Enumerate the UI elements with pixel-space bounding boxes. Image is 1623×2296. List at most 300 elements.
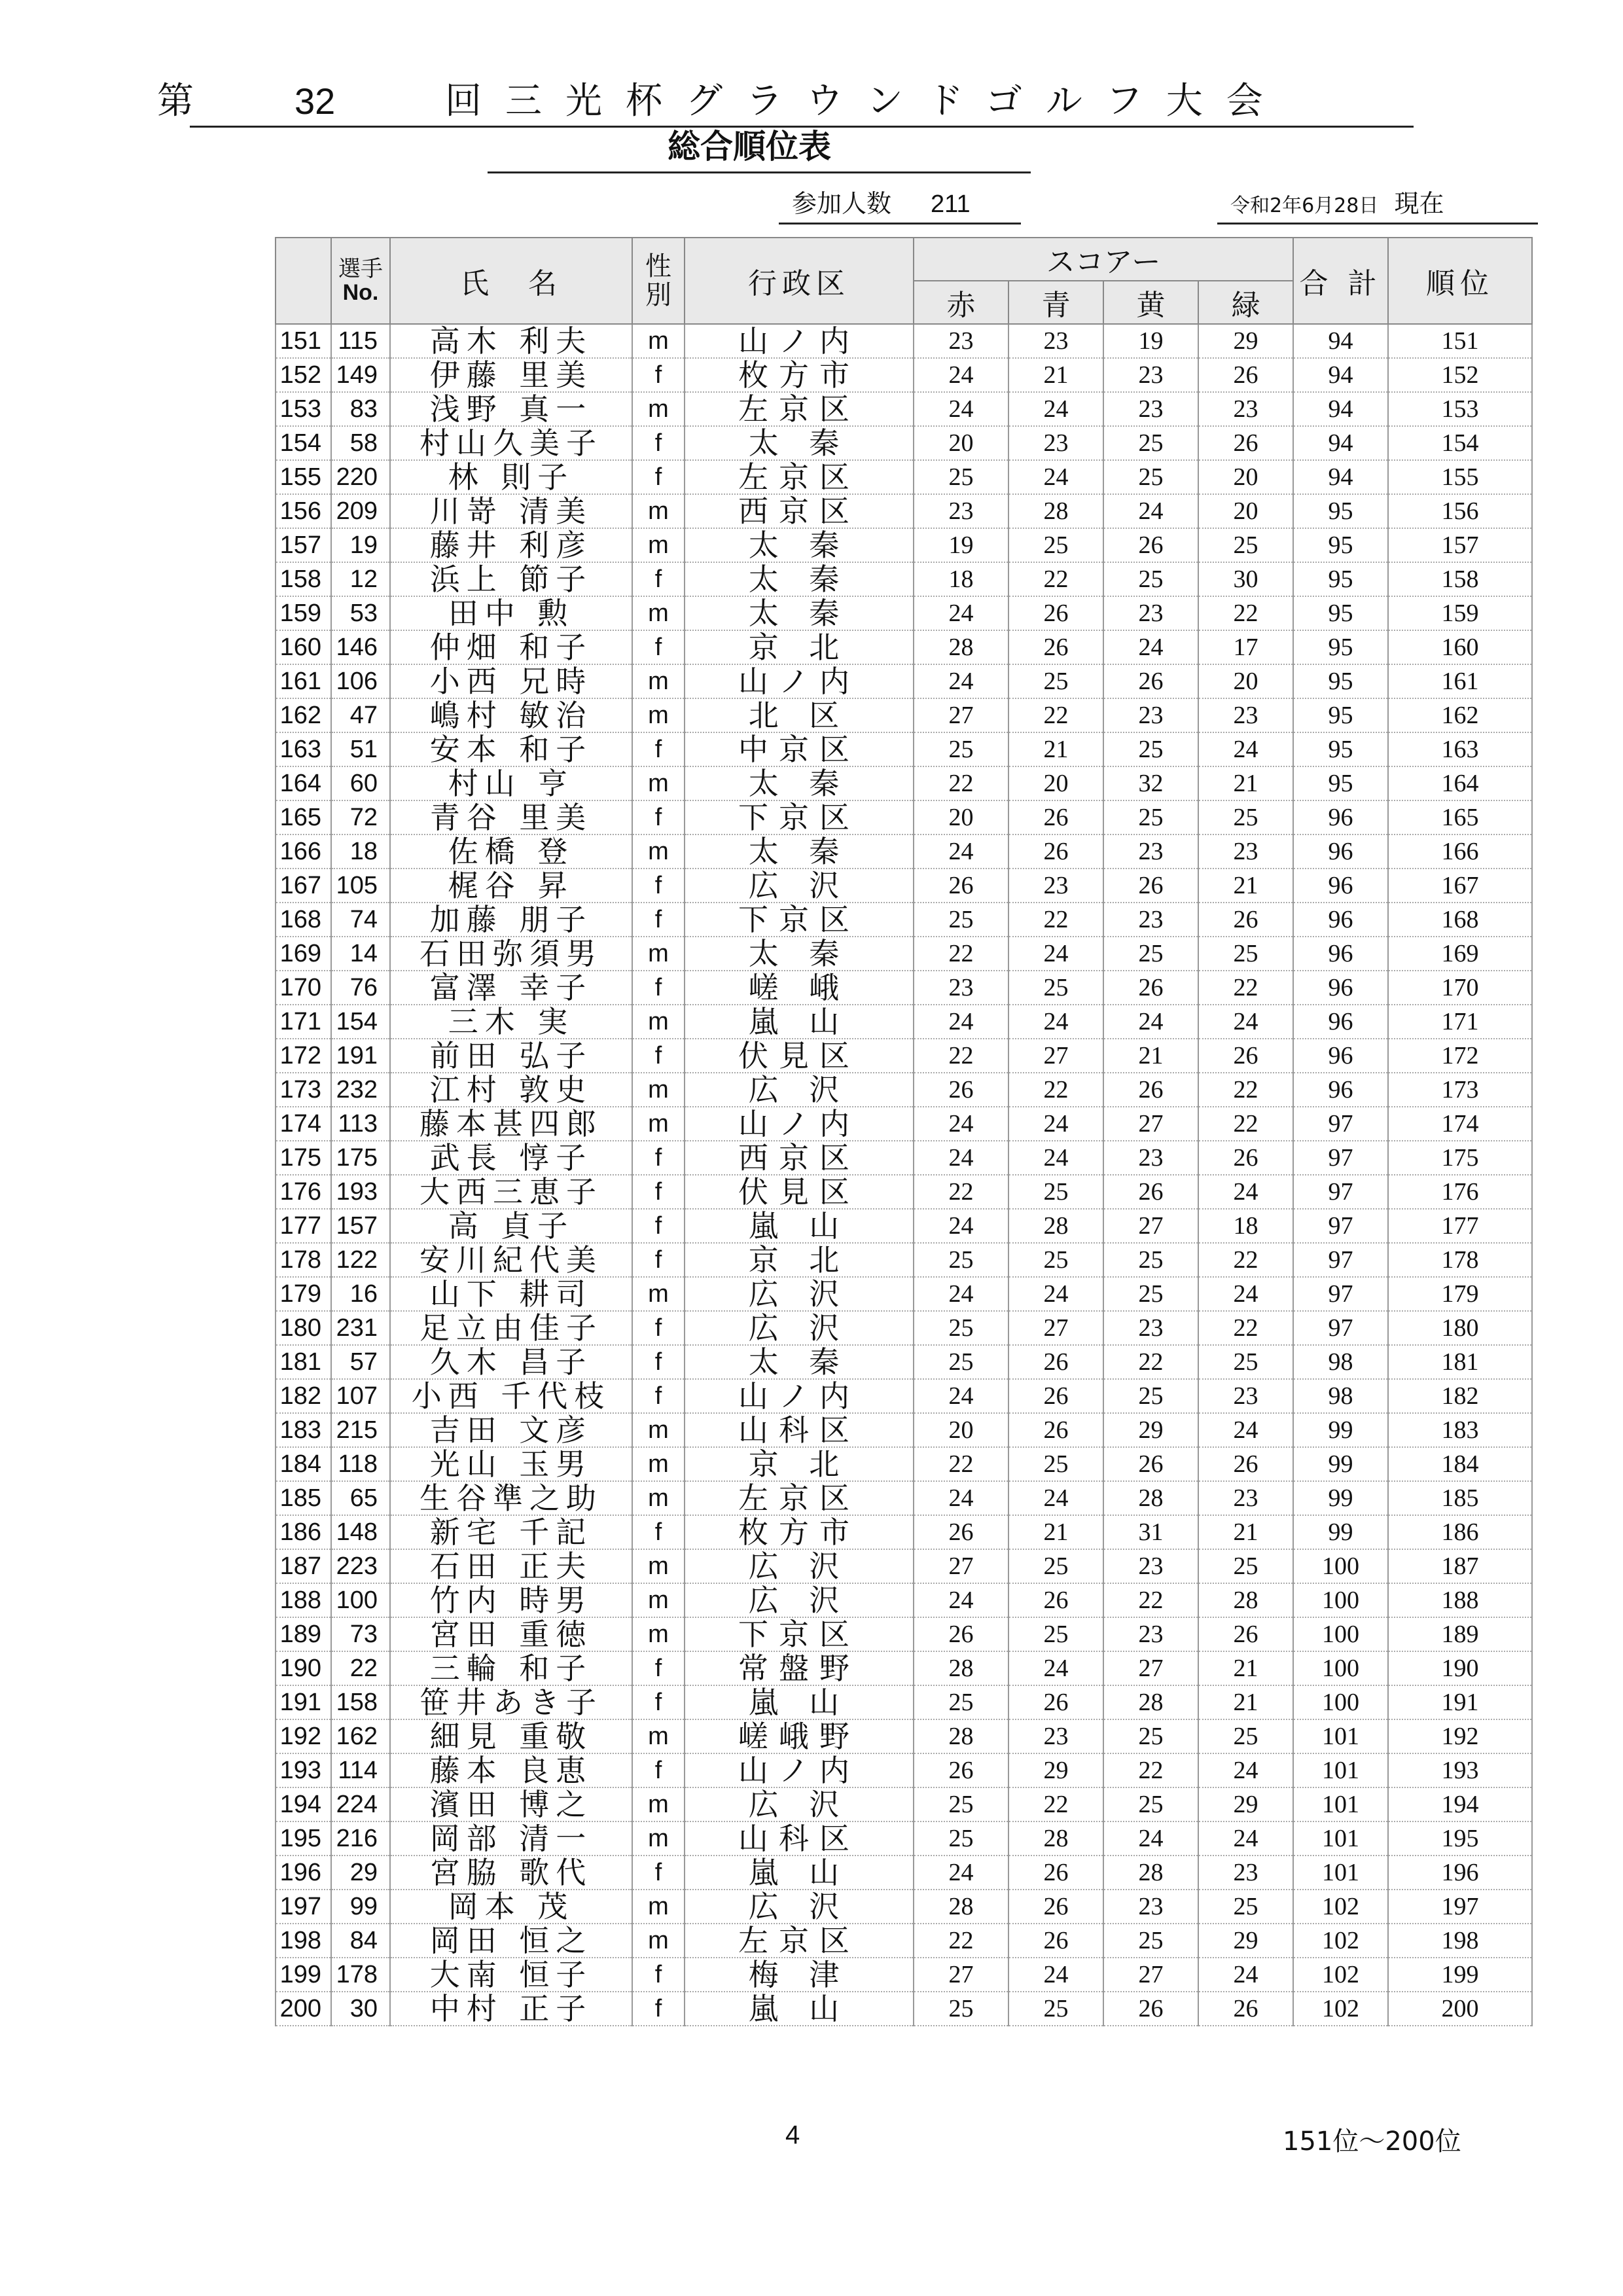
score-green-cell: 23 xyxy=(1198,1856,1293,1890)
total-cell: 97 xyxy=(1293,1243,1388,1277)
total-cell: 101 xyxy=(1293,1719,1388,1753)
score-red-cell: 25 xyxy=(914,1243,1008,1277)
player-name-cell: 加藤 朋子 xyxy=(390,903,632,937)
row-number-cell: 159 xyxy=(276,596,331,630)
score-yellow-cell: 23 xyxy=(1103,698,1198,732)
table-row xyxy=(276,1447,1532,1481)
rank-header: 順位 xyxy=(1388,238,1532,324)
score-blue-cell: 26 xyxy=(1008,1583,1103,1617)
score-red-cell: 24 xyxy=(914,1005,1008,1039)
total-cell: 102 xyxy=(1293,1890,1388,1924)
score-blue-cell: 24 xyxy=(1008,1958,1103,1992)
sex-cell: f xyxy=(632,732,685,766)
score-yellow-cell: 27 xyxy=(1103,1107,1198,1141)
as-of-label: 現在 xyxy=(1394,189,1444,218)
player-no-cell: 60 xyxy=(331,766,390,800)
score-blue-cell: 25 xyxy=(1008,1549,1103,1583)
score-red-cell: 24 xyxy=(914,1379,1008,1413)
total-cell: 94 xyxy=(1293,324,1388,358)
sex-cell: f xyxy=(632,1311,685,1345)
score-green-cell: 26 xyxy=(1198,903,1293,937)
score-yellow-cell: 26 xyxy=(1103,1073,1198,1107)
row-number-cell: 196 xyxy=(276,1856,331,1890)
row-number-cell: 182 xyxy=(276,1379,331,1413)
score-blue-cell: 24 xyxy=(1008,460,1103,494)
sex-cell: m xyxy=(632,324,685,358)
rank-cell: 184 xyxy=(1388,1447,1532,1481)
area-cell: 左京区 xyxy=(685,460,914,494)
total-cell: 95 xyxy=(1293,766,1388,800)
row-number-cell: 153 xyxy=(276,392,331,426)
area-cell: 太 秦 xyxy=(685,426,914,460)
table-row xyxy=(276,358,1532,392)
rank-cell: 186 xyxy=(1388,1515,1532,1549)
rank-cell: 167 xyxy=(1388,869,1532,903)
rank-cell: 187 xyxy=(1388,1549,1532,1583)
table-row xyxy=(276,562,1532,596)
rank-cell: 172 xyxy=(1388,1039,1532,1073)
score-green-cell: 21 xyxy=(1198,766,1293,800)
rank-cell: 165 xyxy=(1388,800,1532,834)
score-blue-cell: 26 xyxy=(1008,1890,1103,1924)
score-green-cell: 29 xyxy=(1198,1787,1293,1821)
table-row xyxy=(276,1005,1532,1039)
score-blue-cell: 25 xyxy=(1008,664,1103,698)
total-cell: 102 xyxy=(1293,1992,1388,2026)
page-subtitle: 総合順位表 xyxy=(668,128,831,166)
rank-cell: 162 xyxy=(1388,698,1532,732)
score-green-cell: 25 xyxy=(1198,937,1293,971)
area-cell: 下京区 xyxy=(685,1617,914,1651)
score-blue-cell: 26 xyxy=(1008,1413,1103,1447)
area-cell: 常盤野 xyxy=(685,1651,914,1685)
player-no-cell: 74 xyxy=(331,903,390,937)
score-green-cell: 29 xyxy=(1198,324,1293,358)
total-cell: 95 xyxy=(1293,630,1388,664)
total-cell: 95 xyxy=(1293,596,1388,630)
score-red-cell: 24 xyxy=(914,1481,1008,1515)
table-row xyxy=(276,324,1532,358)
area-cell: 嵐 山 xyxy=(685,1005,914,1039)
score-green-cell: 26 xyxy=(1198,1992,1293,2026)
player-name-cell: 三輪 和子 xyxy=(390,1651,632,1685)
area-cell: 広 沢 xyxy=(685,869,914,903)
total-cell: 95 xyxy=(1293,698,1388,732)
table-row xyxy=(276,834,1532,869)
row-number-cell: 170 xyxy=(276,971,331,1005)
score-green-cell: 20 xyxy=(1198,664,1293,698)
total-cell: 100 xyxy=(1293,1617,1388,1651)
score-blue-cell: 22 xyxy=(1008,1787,1103,1821)
score-blue-cell: 26 xyxy=(1008,834,1103,869)
area-cell: 北 区 xyxy=(685,698,914,732)
sex-cell: m xyxy=(632,1821,685,1856)
player-no-cell: 175 xyxy=(331,1141,390,1175)
score-blue-cell: 20 xyxy=(1008,766,1103,800)
score-red-cell: 28 xyxy=(914,630,1008,664)
row-number-cell: 186 xyxy=(276,1515,331,1549)
score-blue-cell: 23 xyxy=(1008,1719,1103,1753)
row-number-cell: 175 xyxy=(276,1141,331,1175)
score-yellow-cell: 23 xyxy=(1103,1549,1198,1583)
rank-cell: 189 xyxy=(1388,1617,1532,1651)
sex-cell: f xyxy=(632,1345,685,1379)
as-of-date xyxy=(1230,187,1444,223)
total-cell: 96 xyxy=(1293,1039,1388,1073)
player-no-cell: 12 xyxy=(331,562,390,596)
rank-cell: 169 xyxy=(1388,937,1532,971)
total-cell: 99 xyxy=(1293,1447,1388,1481)
score-red-cell: 25 xyxy=(914,1311,1008,1345)
score-blue-cell: 26 xyxy=(1008,800,1103,834)
rank-cell: 168 xyxy=(1388,903,1532,937)
table-row xyxy=(276,1890,1532,1924)
row-number-cell: 181 xyxy=(276,1345,331,1379)
table-row xyxy=(276,1787,1532,1821)
score-blue-cell: 28 xyxy=(1008,494,1103,528)
score-red-cell: 27 xyxy=(914,698,1008,732)
score-green-cell: 28 xyxy=(1198,1583,1293,1617)
score-red-cell: 25 xyxy=(914,1992,1008,2026)
score-green-cell: 24 xyxy=(1198,1005,1293,1039)
score-blue-cell: 26 xyxy=(1008,1856,1103,1890)
sex-cell: f xyxy=(632,1685,685,1719)
area-cell: 太 秦 xyxy=(685,937,914,971)
player-name-cell: 高 貞子 xyxy=(390,1209,632,1243)
sex-cell: m xyxy=(632,1413,685,1447)
rank-cell: 166 xyxy=(1388,834,1532,869)
player-no-cell: 105 xyxy=(331,869,390,903)
total-cell: 95 xyxy=(1293,562,1388,596)
score-yellow-cell: 25 xyxy=(1103,1379,1198,1413)
player-no-cell: 122 xyxy=(331,1243,390,1277)
player-name-cell: 大西三恵子 xyxy=(390,1175,632,1209)
area-cell: 広 沢 xyxy=(685,1787,914,1821)
row-number-cell: 168 xyxy=(276,903,331,937)
total-cell: 98 xyxy=(1293,1379,1388,1413)
row-number-cell: 189 xyxy=(276,1617,331,1651)
score-red-cell: 23 xyxy=(914,971,1008,1005)
player-name-cell: 石田弥須男 xyxy=(390,937,632,971)
player-no-cell: 19 xyxy=(331,528,390,562)
sex-cell: m xyxy=(632,1924,685,1958)
score-green-cell: 25 xyxy=(1198,1549,1293,1583)
area-cell: 山ノ内 xyxy=(685,1379,914,1413)
score-yellow-cell: 26 xyxy=(1103,664,1198,698)
player-no-cell: 146 xyxy=(331,630,390,664)
area-cell: 太 秦 xyxy=(685,528,914,562)
table-row xyxy=(276,1277,1532,1311)
score-green-cell: 22 xyxy=(1198,971,1293,1005)
score-yellow-cell: 29 xyxy=(1103,1413,1198,1447)
table-row xyxy=(276,596,1532,630)
player-no-cell: 57 xyxy=(331,1345,390,1379)
sex-header: 性 別 xyxy=(632,238,685,324)
player-name-cell: 石田 正夫 xyxy=(390,1549,632,1583)
area-cell: 西京区 xyxy=(685,1141,914,1175)
score-red-cell: 22 xyxy=(914,1039,1008,1073)
row-number-cell: 190 xyxy=(276,1651,331,1685)
player-no-cell: 107 xyxy=(331,1379,390,1413)
player-name-cell: 嶋村 敏治 xyxy=(390,698,632,732)
sex-cell: m xyxy=(632,1617,685,1651)
row-number-cell: 184 xyxy=(276,1447,331,1481)
score-green-cell: 23 xyxy=(1198,1379,1293,1413)
score-blue-cell: 24 xyxy=(1008,1005,1103,1039)
table-row xyxy=(276,1958,1532,1992)
area-cell: 左京区 xyxy=(685,392,914,426)
score-yellow-cell: 27 xyxy=(1103,1651,1198,1685)
player-no-cell: 224 xyxy=(331,1787,390,1821)
player-no-cell: 47 xyxy=(331,698,390,732)
table-row xyxy=(276,800,1532,834)
player-name-cell: 仲畑 和子 xyxy=(390,630,632,664)
subtitle-underline xyxy=(488,171,1031,173)
table-row xyxy=(276,1719,1532,1753)
score-green-cell: 26 xyxy=(1198,1447,1293,1481)
area-cell: 太 秦 xyxy=(685,766,914,800)
score-blue-cell: 21 xyxy=(1008,1515,1103,1549)
player-no-cell: 114 xyxy=(331,1753,390,1787)
score-red-cell: 24 xyxy=(914,358,1008,392)
sex-cell: m xyxy=(632,392,685,426)
rank-cell: 199 xyxy=(1388,1958,1532,1992)
table-row xyxy=(276,1311,1532,1345)
player-name-cell: 竹内 時男 xyxy=(390,1583,632,1617)
player-name-cell: 光山 玉男 xyxy=(390,1447,632,1481)
sex-cell: m xyxy=(632,834,685,869)
table-row xyxy=(276,494,1532,528)
row-number-cell: 177 xyxy=(276,1209,331,1243)
player-name-cell: 小西 兄時 xyxy=(390,664,632,698)
player-name-cell: 高木 利夫 xyxy=(390,324,632,358)
score-red-cell: 26 xyxy=(914,1073,1008,1107)
table-row xyxy=(276,1243,1532,1277)
player-name-cell: 吉田 文彦 xyxy=(390,1413,632,1447)
table-row xyxy=(276,1617,1532,1651)
total-cell: 97 xyxy=(1293,1175,1388,1209)
rank-cell: 173 xyxy=(1388,1073,1532,1107)
player-name-cell: 藤本 良恵 xyxy=(390,1753,632,1787)
row-number-cell: 164 xyxy=(276,766,331,800)
player-no-cell: 30 xyxy=(331,1992,390,2026)
yellow-header: 黄 xyxy=(1103,281,1198,324)
score-red-cell: 25 xyxy=(914,1787,1008,1821)
rank-cell: 182 xyxy=(1388,1379,1532,1413)
player-name-cell: 村山久美子 xyxy=(390,426,632,460)
score-blue-cell: 25 xyxy=(1008,1175,1103,1209)
total-cell: 96 xyxy=(1293,903,1388,937)
score-green-cell: 18 xyxy=(1198,1209,1293,1243)
score-yellow-cell: 25 xyxy=(1103,1719,1198,1753)
score-yellow-cell: 23 xyxy=(1103,358,1198,392)
rank-cell: 151 xyxy=(1388,324,1532,358)
score-yellow-cell: 31 xyxy=(1103,1515,1198,1549)
row-number-cell: 161 xyxy=(276,664,331,698)
table-row xyxy=(276,528,1532,562)
score-red-cell: 26 xyxy=(914,1753,1008,1787)
row-number-cell: 179 xyxy=(276,1277,331,1311)
player-no-cell: 193 xyxy=(331,1175,390,1209)
rank-cell: 194 xyxy=(1388,1787,1532,1821)
player-no-cell: 53 xyxy=(331,596,390,630)
area-cell: 山ノ内 xyxy=(685,324,914,358)
rank-cell: 157 xyxy=(1388,528,1532,562)
sex-cell: f xyxy=(632,1175,685,1209)
total-cell: 102 xyxy=(1293,1958,1388,1992)
score-blue-cell: 25 xyxy=(1008,528,1103,562)
score-red-cell: 26 xyxy=(914,1515,1008,1549)
player-name-cell: 新宅 千記 xyxy=(390,1515,632,1549)
player-no-cell: 76 xyxy=(331,971,390,1005)
score-green-cell: 24 xyxy=(1198,1277,1293,1311)
score-yellow-cell: 22 xyxy=(1103,1753,1198,1787)
sex-cell: m xyxy=(632,596,685,630)
player-no-cell: 157 xyxy=(331,1209,390,1243)
row-number-cell: 187 xyxy=(276,1549,331,1583)
player-name-cell: 岡本 茂 xyxy=(390,1890,632,1924)
sex-cell: f xyxy=(632,358,685,392)
score-green-cell: 23 xyxy=(1198,834,1293,869)
score-red-cell: 24 xyxy=(914,834,1008,869)
row-number-header xyxy=(276,238,331,324)
total-cell: 102 xyxy=(1293,1924,1388,1958)
table-row xyxy=(276,1141,1532,1175)
score-green-cell: 25 xyxy=(1198,800,1293,834)
player-no-cell: 158 xyxy=(331,1685,390,1719)
area-cell: 山科区 xyxy=(685,1821,914,1856)
table-row xyxy=(276,1583,1532,1617)
participants-info xyxy=(792,187,971,221)
score-green-cell: 24 xyxy=(1198,1958,1293,1992)
total-cell: 101 xyxy=(1293,1787,1388,1821)
rank-cell: 196 xyxy=(1388,1856,1532,1890)
score-blue-cell: 22 xyxy=(1008,698,1103,732)
score-blue-cell: 28 xyxy=(1008,1821,1103,1856)
player-no-cell: 118 xyxy=(331,1447,390,1481)
total-cell: 94 xyxy=(1293,460,1388,494)
rank-cell: 159 xyxy=(1388,596,1532,630)
total-cell: 100 xyxy=(1293,1583,1388,1617)
player-no-cell: 215 xyxy=(331,1413,390,1447)
score-yellow-cell: 25 xyxy=(1103,1787,1198,1821)
score-green-cell: 23 xyxy=(1198,698,1293,732)
total-cell: 96 xyxy=(1293,800,1388,834)
score-red-cell: 23 xyxy=(914,324,1008,358)
row-number-cell: 180 xyxy=(276,1311,331,1345)
row-number-cell: 157 xyxy=(276,528,331,562)
score-red-cell: 27 xyxy=(914,1549,1008,1583)
player-no-cell: 18 xyxy=(331,834,390,869)
sex-cell: f xyxy=(632,460,685,494)
score-red-cell: 25 xyxy=(914,1821,1008,1856)
score-blue-cell: 27 xyxy=(1008,1039,1103,1073)
score-yellow-cell: 19 xyxy=(1103,324,1198,358)
row-number-cell: 200 xyxy=(276,1992,331,2026)
score-blue-cell: 21 xyxy=(1008,358,1103,392)
score-yellow-cell: 23 xyxy=(1103,596,1198,630)
score-red-cell: 19 xyxy=(914,528,1008,562)
total-cell: 101 xyxy=(1293,1821,1388,1856)
player-name-cell: 梶谷 昇 xyxy=(390,869,632,903)
score-blue-cell: 26 xyxy=(1008,1379,1103,1413)
sex-cell: f xyxy=(632,1856,685,1890)
row-number-cell: 199 xyxy=(276,1958,331,1992)
player-name-cell: 林 則子 xyxy=(390,460,632,494)
score-red-cell: 20 xyxy=(914,800,1008,834)
player-no-cell: 154 xyxy=(331,1005,390,1039)
area-cell: 山ノ内 xyxy=(685,1107,914,1141)
page-number: 4 xyxy=(785,2121,800,2149)
total-cell: 98 xyxy=(1293,1345,1388,1379)
player-name-cell: 三木 実 xyxy=(390,1005,632,1039)
player-no-cell: 106 xyxy=(331,664,390,698)
sex-cell: f xyxy=(632,869,685,903)
rank-cell: 155 xyxy=(1388,460,1532,494)
player-no-cell: 22 xyxy=(331,1651,390,1685)
table-row xyxy=(276,869,1532,903)
player-name-cell: 安川紀代美 xyxy=(390,1243,632,1277)
score-blue-cell: 25 xyxy=(1008,1447,1103,1481)
player-no-cell: 73 xyxy=(331,1617,390,1651)
score-green-cell: 24 xyxy=(1198,732,1293,766)
area-cell: 左京区 xyxy=(685,1481,914,1515)
sex-cell: m xyxy=(632,1719,685,1753)
rank-cell: 179 xyxy=(1388,1277,1532,1311)
participants-label: 参加人数 xyxy=(792,189,892,218)
score-blue-cell: 22 xyxy=(1008,1073,1103,1107)
player-no-cell: 113 xyxy=(331,1107,390,1141)
total-cell: 97 xyxy=(1293,1277,1388,1311)
score-green-cell: 29 xyxy=(1198,1924,1293,1958)
score-yellow-cell: 24 xyxy=(1103,1005,1198,1039)
total-cell: 100 xyxy=(1293,1549,1388,1583)
table-row xyxy=(276,1992,1532,2026)
score-blue-cell: 25 xyxy=(1008,1243,1103,1277)
rank-cell: 198 xyxy=(1388,1924,1532,1958)
rank-cell: 191 xyxy=(1388,1685,1532,1719)
row-number-cell: 195 xyxy=(276,1821,331,1856)
player-name-cell: 小西 千代枝 xyxy=(390,1379,632,1413)
total-cell: 96 xyxy=(1293,937,1388,971)
table-row xyxy=(276,664,1532,698)
sex-cell: f xyxy=(632,1992,685,2026)
area-cell: 嵯 峨 xyxy=(685,971,914,1005)
rank-cell: 192 xyxy=(1388,1719,1532,1753)
sex-cell: f xyxy=(632,1379,685,1413)
table-row xyxy=(276,1821,1532,1856)
score-red-cell: 18 xyxy=(914,562,1008,596)
table-row xyxy=(276,1175,1532,1209)
blue-header: 青 xyxy=(1008,281,1103,324)
player-no-cell: 72 xyxy=(331,800,390,834)
row-number-cell: 169 xyxy=(276,937,331,971)
score-red-cell: 25 xyxy=(914,732,1008,766)
score-blue-cell: 29 xyxy=(1008,1753,1103,1787)
player-name-cell: 安本 和子 xyxy=(390,732,632,766)
edition-number: 32 xyxy=(294,81,336,122)
row-number-cell: 166 xyxy=(276,834,331,869)
score-red-cell: 24 xyxy=(914,1141,1008,1175)
player-name-cell: 岡部 清一 xyxy=(390,1821,632,1856)
score-green-cell: 30 xyxy=(1198,562,1293,596)
score-red-cell: 25 xyxy=(914,460,1008,494)
player-name-cell: 藤本甚四郎 xyxy=(390,1107,632,1141)
score-blue-cell: 26 xyxy=(1008,1685,1103,1719)
table-row xyxy=(276,392,1532,426)
row-number-cell: 156 xyxy=(276,494,331,528)
score-yellow-cell: 23 xyxy=(1103,834,1198,869)
